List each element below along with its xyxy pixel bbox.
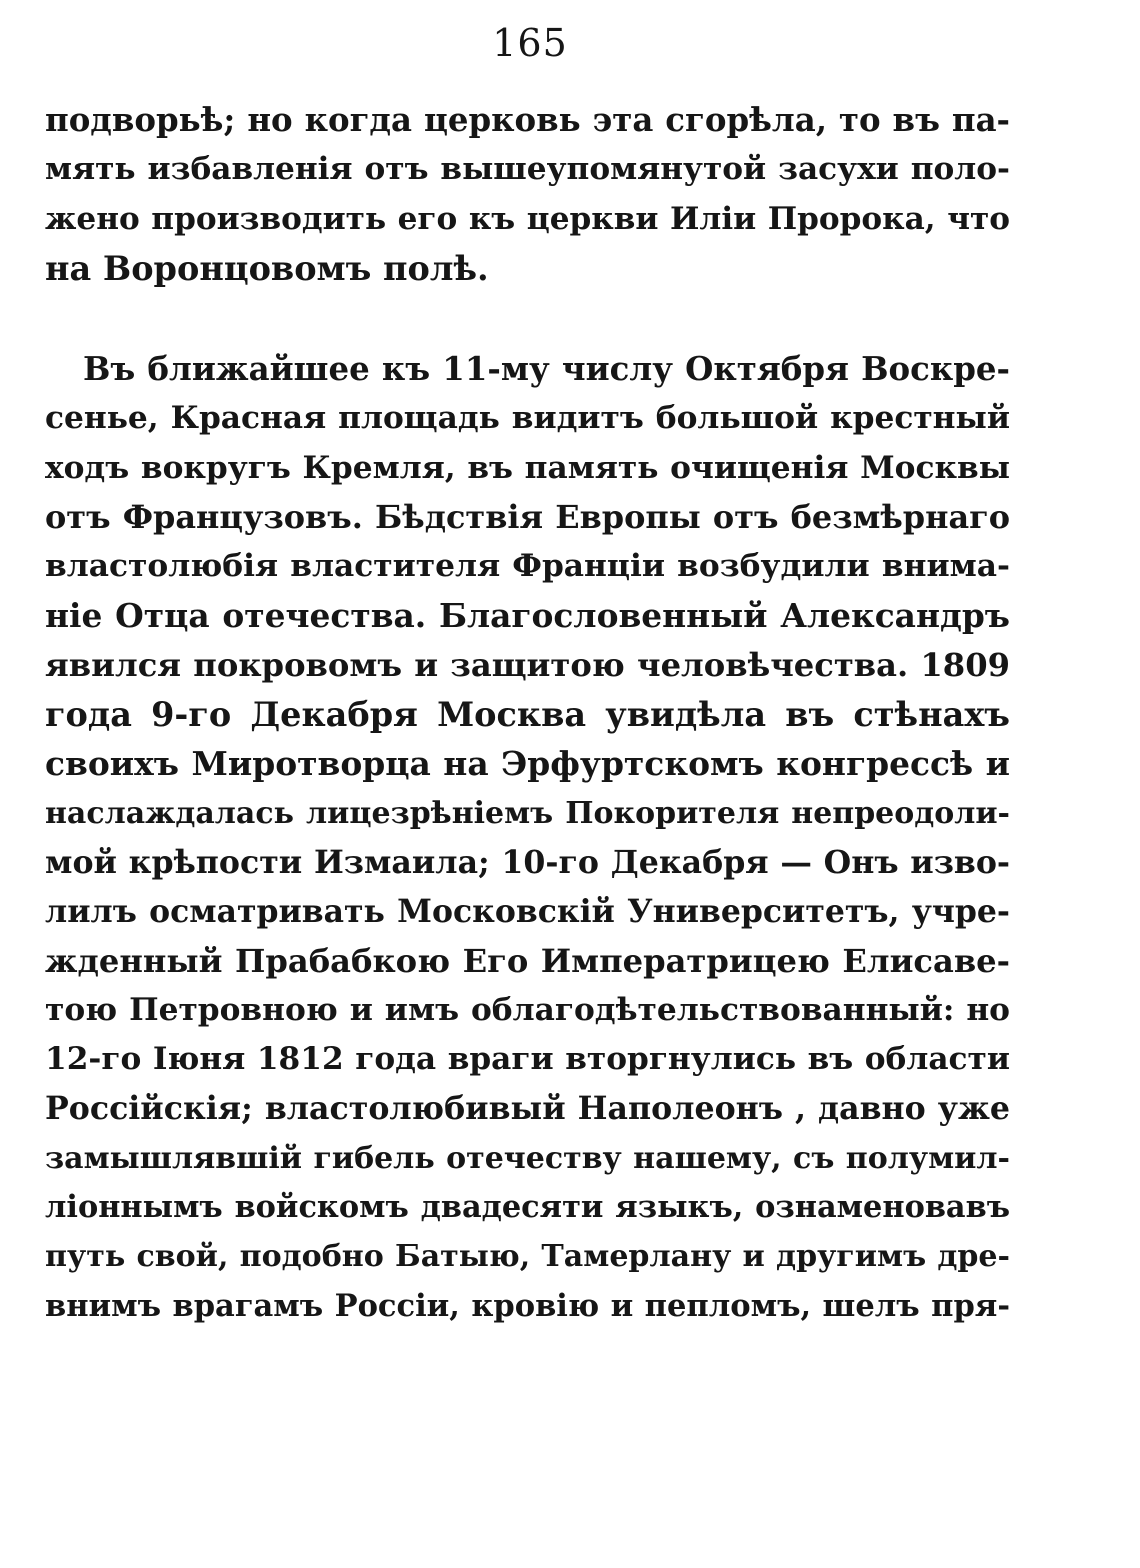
text-line: отъ Французовъ. Бѣдствія Европы отъ безмѣрнаго (45, 497, 1010, 536)
text-line: Въ ближайшее къ 11-му числу Октября Воскре- (83, 350, 1010, 388)
text-line: своихъ Миротворца на Эрфуртскомъ конгрессѣ и (45, 744, 1010, 784)
text-line: путь свой, подобно Батыю, Тамерлану и другимъ дре- (45, 1239, 1010, 1275)
paragraph-procession (45, 345, 1010, 1331)
text-line: года 9-го Декабря Москва увидѣла въ стѣнахъ (45, 695, 1010, 735)
text-line: ліоннымъ войскомъ двадесяти языкъ, ознаменовавъ (45, 1189, 1010, 1226)
text-line: жденный Прабабкою Его Императрицею Елисаве- (45, 941, 1010, 980)
text-line: лилъ осматривать Московскій Университетъ, учре- (45, 893, 1010, 931)
text-line: наслаждалась лицезрѣніемъ Покорителя непреодоли- (45, 795, 1010, 831)
text-line: сенье, Красная площадь видитъ большой крестный (45, 400, 1010, 437)
text-line: жено производить его къ церкви Иліи Пророка, что (45, 200, 1010, 237)
text-line: Россійскія; властолюбивый Наполеонъ , давно уже (45, 1090, 1010, 1128)
text-line: внимъ врагамъ Россіи, кровію и пепломъ, шелъ пря- (45, 1287, 1010, 1324)
text-line: на Воронцовомъ полѣ. (45, 248, 489, 288)
text-line: мой крѣпости Измаила; 10-го Декабря — Онъ изво- (45, 843, 1010, 881)
text-line: ніе Отца отечества. Благословенный Александръ (45, 596, 1010, 636)
text-line: мять избавленія отъ вышеупомянутой засухи поло- (45, 151, 1010, 188)
text-line: замышлявшій гибель отечеству нашему, съ полумил- (45, 1140, 1010, 1176)
text-line: 12-го Іюня 1812 года враги вторгнулись въ области (45, 1041, 1010, 1078)
text-line: тою Петровною и имъ облагодѣтельствованный: но (45, 991, 1010, 1028)
text-line: властолюбія властителя Франціи возбудили внима- (45, 548, 1010, 585)
text-line: подворьѣ; но когда церковь эта сгорѣла, то въ па- (45, 101, 1010, 139)
paragraph-continued (45, 96, 1010, 293)
text-line: явился покровомъ и защитою человѣчества. 1809 (45, 645, 1010, 684)
text-line: ходъ вокругъ Кремля, въ память очищенія Москвы (45, 449, 1010, 486)
page-number: 165 (492, 21, 568, 65)
